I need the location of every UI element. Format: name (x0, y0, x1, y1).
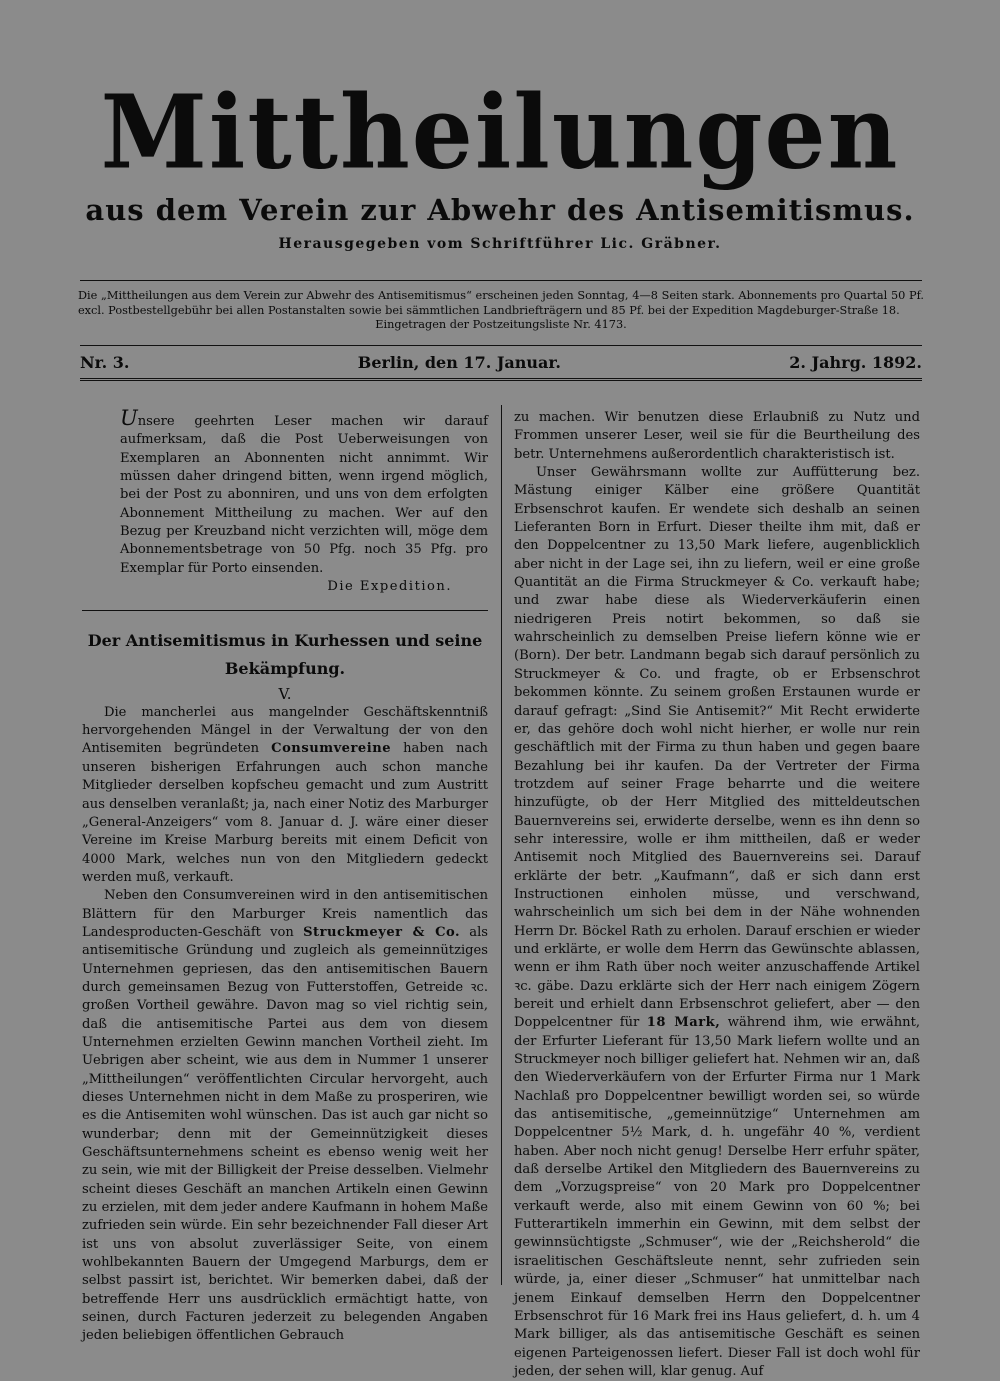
emphasis-consumvereine: Consumvereine (271, 741, 392, 757)
masthead-rule (80, 280, 922, 281)
reminder-initial: U (120, 406, 138, 430)
subscription-notice (78, 289, 924, 333)
expedition-signature: Die Expedition. (327, 579, 452, 595)
paragraph-text: während ihm, wie erwähnt, der Erfurter Lieferant für 13,50 Mark liefern wollte und an Struckmeyer noch billiger geliefert hat. Nehmen wir an, daß den Wiederverkäufern von der Erfurter Firma nur 1 Mark Nachlaß pro Doppelcentner bewilligt worden sei, so würde das antisemitische, „gemeinnützige“ Unternehmen am Doppelcentner 5½ Mark, d. h. ungefähr 40 %, verdient haben. Aber noch nicht genug! Derselbe Herr erfuhr später, daß derselbe Artikel den Mitgliedern des Bauernvereins zu dem „Vorzugspreise“ von 20 Mark pro Doppelcentner verkauft werde, also mit einem Gewinn von 60 %; bei Futterartikeln immerhin ein Gewinn, mit dem selbst der gewinnsüchtigste „Schmuser“, wie der „Reichsherold“ die israelitischen Geschäftsleute nennt, sehr zufrieden sein würde, ja, einer dieser „Schmuser“ hat unmittelbar nach jenem Einkauf demselben Herrn den Doppelcentner Erbsenschrot für 16 Mark frei ins Haus geliefert, d. h. um 4 Mark billiger, als das antisemitische Geschäft es seinen eigenen Parteigenossen liefert. Dieser Fall ist doch wohl für jeden, der sehen will, klar genug. Auf (514, 1015, 921, 1379)
column-divider (501, 405, 502, 1285)
masthead (0, 73, 1000, 252)
editor-line: Herausgegeben vom Schriftführer Lic. Gräbner. (278, 236, 722, 252)
headline-line-2: Bekämpfung. (224, 659, 346, 679)
issue-place-date: Berlin, den 17. Januar. (357, 353, 561, 372)
issue-rule-top (80, 345, 922, 346)
article-paragraph (82, 704, 488, 887)
emphasis-struckmeyer: Struckmeyer & Co. (303, 924, 461, 940)
right-column (514, 409, 920, 1381)
reminder-text: nsere geehrten Leser machen wir darauf aufmerksam, daß die Post Ueberweisungen von Exemplaren an Abonnenten nicht annimmt. Wir müssen daher dringend bitten, wenn irgend möglich, bei der Post zu abonniren, und uns von dem erfolgten Abonnement Mittheilung zu machen. Wer auf den Bezug per Kreuzband nicht verzichten will, möge dem Abonnementsbetrage von 50 Pfg. noch 35 Pfg. pro Exemplar für Porto einsenden. (120, 414, 488, 576)
paragraph-text: als antisemitische Gründung und zugleich als gemeinnütziges Unternehmen gepriesen, das den antisemitischen Bauern durch gemeinsamen Bezug von Futterstoffen, Getreide ꝛc. großen Vortheil gewähre. Davon mag so viel richtig sein, daß die antisemitische Partei aus dem von diesem Unternehmen erzielten Gewinn manchen Vortheil zieht. Im Uebrigen aber scheint, wie aus dem in Nummer 1 unserer „Mittheilungen“ veröffentlichten Circular hervorgeht, auch dieses Unternehmen nicht in dem Maße zu prosperiren, wie es die Antisemiten wohl wünschen. Das ist auch gar nicht so wunderbar; denn mit der Gemeinnützigkeit dieses Geschäftsunternehmens scheint es ebenso wenig weit her zu sein, wie mit der Billigkeit der Preise desselben. Vielmehr scheint dieses Geschäft an manchen Artikeln einen Gewinn zu erzielen, mit dem jeder andere Kaufmann in hohem Maße zufrieden sein würde. Ein sehr bezeichnender Fall dieser Art ist uns von absolut zuverlässiger Seite, von einem wohlbekannten Bauern der Umgegend Marburgs, dem er selbst passirt ist, berichtet. Wir bemerken dabei, daß der betreffende Herr uns ausdrücklich ermächtigt hatte, von seinen, durch Facturen jederzeit zu belegenden Angaben jeden beliebigen öffentlichen Gebrauch (82, 924, 488, 1344)
article-headline (82, 627, 488, 683)
issue-bar (80, 353, 922, 372)
paragraph-text: Neben den Consumvereinen wird in den antisemitischen Blättern für den Marburger Kreis namentlich das Landesproducten-Geschäft von (82, 888, 488, 940)
emphasis-price: 18 Mark, (646, 1015, 721, 1031)
newspaper-subtitle: aus dem Verein zur Abwehr des Antisemitismus. (85, 193, 915, 227)
paragraph-text: Unser Gewährsmann wollte zur Auffütterung bez. Mästung einiger Kälber eine größere Quantität Erbsenschrot kaufen. Er wendete sich deshalb an seinen Lieferanten Born in Erfurt. Dieser theilte ihm mit, daß er den Doppelcentner zu 13,50 Mark liefere, augenblicklich aber nicht in der Lage sei, ihn zu liefern, weil er eine große Quantität an die Firma Struckmeyer & Co. verkauft habe; und zwar habe diese als Wiederverkäuferin einen niedrigeren Preis notirt bekommen, so daß sie wahrscheinlich zu demselben Preise liefern könne wie er (Born). Der betr. Landmann begab sich darauf persönlich zu Struckmeyer & Co. und fragte, ob er Erbsenschrot bekommen könnte. Zu seinem großen Erstaunen wurde er darauf gefragt: „Sind Sie Antisemit?“ Mit Recht erwiderte er, das gehöre doch wohl nicht hierher, er wolle nur rein geschäftlich mit der Firma zu thun haben und gegen baare Bezahlung bei ihr kaufen. Da der Vertreter der Firma trotzdem auf seiner Frage beharrte und die weitere hinzufügte, ob der Herr Mitglied des mitteldeutschen Bauernvereins sei, erwiderte derselbe, wenn es ihn denn so sehr interessire, wolle er ihm mittheilen, daß er weder Antisemit noch Mitglied des Bauernvereins sei. Darauf erklärte der betr. „Kaufmann“, daß er sich dann erst Instructionen einholen müsse, und verschwand, wahrscheinlich um sich bei dem in der Nähe wohnenden Herrn Dr. Böckel Rath zu erholen. Darauf erschien er wieder und erklärte, er wolle dem Herrn das Gewünschte ablassen, wenn er ihm Rath über noch weiter anzuschaffende Artikel ꝛc. gäbe. Dazu erklärte sich der Herr nach einigem Zögern bereit und erhielt dann Erbsenschrot geliefert, aber — den Doppelcentner für (514, 465, 920, 1031)
article-paragraph (514, 464, 920, 1381)
issue-number: Nr. 3. (80, 353, 130, 372)
section-number: V. (278, 685, 292, 704)
paragraph-text: haben nach unseren bisherigen Erfahrungen auch schon manche Mitglieder derselben kopfscheu gemacht und zum Austritt aus denselben veranlaßt; ja, nach einer Notiz des Marburger „General-Anzeigers“ vom 8. Januar d. J. wäre einer dieser Vereine im Kreise Marburg bereits mit einem Deficit von 4000 Mark, welches nun von den Mitgliedern gedeckt werden muß, verkauft. (82, 741, 488, 885)
article-paragraph (82, 887, 488, 1346)
issue-rule-bottom (80, 378, 922, 381)
paragraph-text: Die mancherlei aus mangelnder Geschäftskenntniß hervorgehenden Mängel in der Verwaltung der von den Antisemiten begründeten (82, 704, 488, 757)
subscription-text: Die „Mittheilungen aus dem Verein zur Abwehr des Antisemitismus“ erscheinen jeden Sonntag, 4—8 Seiten stark. Abonnements pro Quartal 50 Pf. excl. Postbestellgebühr bei allen Postanstalten sowie bei sämmtlichen Landbriefträgern und 85 Pf. bei der Expedition Magdeburger-Straße 18. (78, 289, 924, 317)
subscription-reminder (82, 406, 488, 578)
issue-volume: 2. Jahrg. 1892. (789, 353, 922, 372)
headline-line-1: Der Antisemitismus in Kurhessen und seine (87, 631, 483, 651)
postal-register-line: Eingetragen der Postzeitungsliste Nr. 4173. (375, 318, 627, 331)
article-paragraph: zu machen. Wir benutzen diese Erlaubniß zu Nutz und Frommen unserer Leser, weil sie für die Beurtheilung des betr. Unternehmens außerordentlich charakteristisch ist. (514, 410, 920, 462)
newspaper-title: Mittheilungen (100, 73, 900, 192)
left-column (82, 406, 488, 1346)
article-separator (82, 610, 488, 611)
